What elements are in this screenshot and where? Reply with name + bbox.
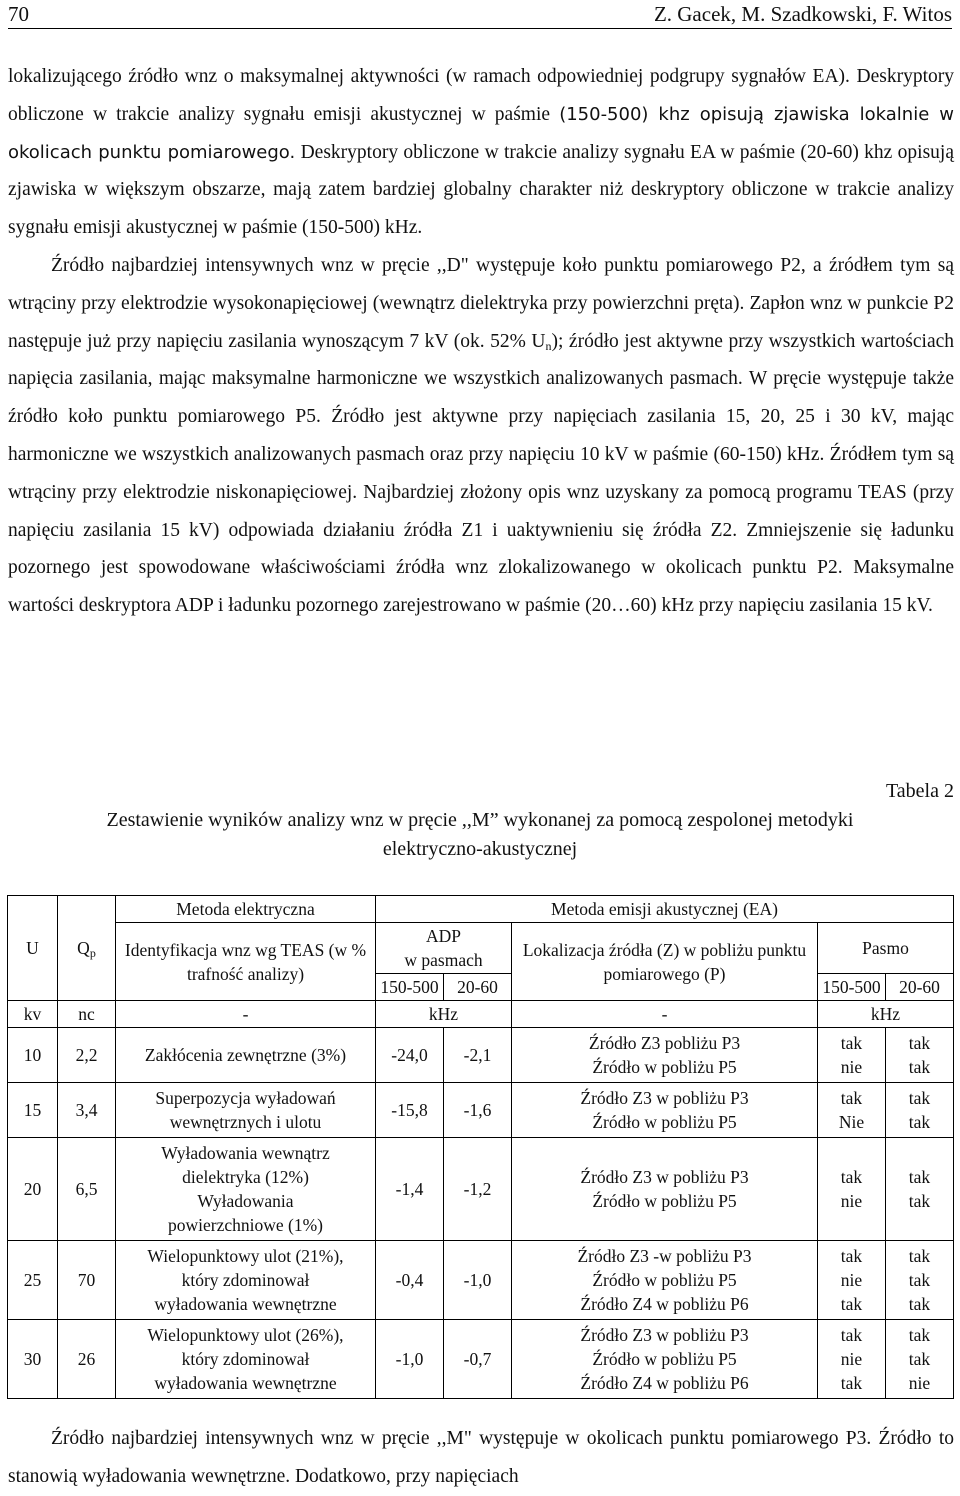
cell-identyfikacja	[116, 1083, 376, 1138]
cell-pasmo-20-60	[886, 1028, 954, 1083]
cell-adp-20-60: -2,1	[444, 1028, 512, 1083]
header-adp-line-1: ADP	[425, 926, 461, 946]
unit-khz-1: kHz	[376, 1001, 512, 1028]
cell-pasmo-150-500-line: tak	[840, 1246, 863, 1266]
cell-identyfikacja-line: Wyładowania	[197, 1191, 294, 1211]
cell-pasmo-150-500-line: nie	[840, 1349, 863, 1369]
cell-adp-150-500: -15,8	[376, 1083, 444, 1138]
cell-pasmo-20-60-line: tak	[908, 1325, 931, 1345]
results-table	[7, 895, 954, 1399]
paragraph-1-part-b: (150-500) khz opisują zjawiska lokalnie w okolicach punktu pomiarowego.	[8, 103, 954, 163]
cell-q: 70	[58, 1241, 116, 1320]
paragraph-2	[8, 247, 954, 625]
cell-identyfikacja-line: Wielopunktowy ulot (26%),	[147, 1325, 344, 1345]
cell-lokalizacja	[512, 1138, 818, 1241]
cell-adp-150-500: -0,4	[376, 1241, 444, 1320]
cell-lokalizacja-line: Źródło w pobliżu P5	[592, 1349, 737, 1369]
cell-pasmo-20-60-line: tak	[908, 1112, 931, 1132]
cell-identyfikacja	[116, 1320, 376, 1399]
cell-adp-20-60: -0,7	[444, 1320, 512, 1399]
header-q	[58, 896, 116, 1001]
cell-pasmo-20-60-line: nie	[908, 1373, 931, 1393]
header-metoda-elektryczna: Metoda elektryczna	[116, 896, 376, 923]
cell-pasmo-150-500	[818, 1028, 886, 1083]
cell-identyfikacja	[116, 1028, 376, 1083]
cell-pasmo-20-60	[886, 1320, 954, 1399]
cell-identyfikacja-line: dielektryka (12%)	[182, 1167, 309, 1187]
cell-pasmo-150-500-line: tak	[840, 1167, 863, 1187]
cell-pasmo-150-500-line: nie	[840, 1270, 863, 1290]
header-rule	[8, 28, 952, 29]
cell-pasmo-150-500-line: tak	[840, 1033, 863, 1053]
header-metoda-ea: Metoda emisji akustycznej (EA)	[376, 896, 954, 923]
units-row	[8, 1001, 954, 1028]
cell-lokalizacja-line: Źródło Z4 w pobliżu P6	[580, 1373, 749, 1393]
cell-pasmo-20-60-line: tak	[908, 1270, 931, 1290]
unit-dash-1: -	[116, 1001, 376, 1028]
cell-identyfikacja-line: wyładowania wewnętrzne	[154, 1294, 337, 1314]
header-adp-line-2: w pasmach	[404, 950, 483, 970]
unit-nc: nc	[58, 1001, 116, 1028]
header-u: U	[8, 896, 58, 1001]
cell-identyfikacja-line: który zdominował	[181, 1270, 310, 1290]
table-row	[8, 1028, 954, 1083]
table-caption-line-1: Zestawienie wyników analizy wnz w pręcie ,,M” wykonanej za pomocą zespolonej metodyki	[106, 809, 854, 831]
cell-lokalizacja	[512, 1320, 818, 1399]
header-adp-150-500: 150-500	[376, 974, 444, 1001]
paragraph-2-subscript: n	[545, 338, 552, 353]
table-row	[8, 1083, 954, 1138]
cell-lokalizacja-line: Źródło Z3 pobliżu P3	[588, 1033, 741, 1053]
cell-q: 26	[58, 1320, 116, 1399]
cell-identyfikacja-line: który zdominował	[181, 1349, 310, 1369]
cell-identyfikacja-line: wyładowania wewnętrzne	[154, 1373, 337, 1393]
header-pasmo: Pasmo	[818, 923, 954, 974]
cell-pasmo-150-500	[818, 1320, 886, 1399]
cell-pasmo-20-60	[886, 1083, 954, 1138]
cell-lokalizacja	[512, 1241, 818, 1320]
header-pasmo-150-500: 150-500	[818, 974, 886, 1001]
unit-khz-2: kHz	[818, 1001, 954, 1028]
cell-pasmo-20-60	[886, 1241, 954, 1320]
cell-pasmo-20-60-line: tak	[908, 1349, 931, 1369]
cell-u: 15	[8, 1083, 58, 1138]
cell-identyfikacja-line: powierzchniowe (1%)	[167, 1215, 323, 1235]
table-caption-line-2: elektryczno-akustycznej	[382, 838, 578, 860]
cell-lokalizacja	[512, 1083, 818, 1138]
table-row	[8, 1320, 954, 1399]
header-pasmo-20-60: 20-60	[886, 974, 954, 1001]
cell-pasmo-150-500-line: Nie	[838, 1112, 865, 1132]
cell-identyfikacja-line: Superpozycja wyładowań	[155, 1088, 336, 1108]
cell-q: 2,2	[58, 1028, 116, 1083]
cell-identyfikacja	[116, 1241, 376, 1320]
paragraph-1	[8, 58, 954, 247]
cell-u: 20	[8, 1138, 58, 1241]
cell-pasmo-150-500-line: tak	[840, 1373, 863, 1393]
paragraph-1-part-c: Deskryptory obliczone w trakcie analizy sygnału EA w paśmie (20-60) khz opisują zjawiska w większym obszarze, mają zatem bardziej globalny charakter niż deskryptory obliczone w trakcie analizy sygnału emisji akustycznej w paśmie (150-500) kHz.	[8, 141, 954, 239]
table-row	[8, 1241, 954, 1320]
header-adp	[376, 923, 512, 974]
cell-lokalizacja-line: Źródło Z3 -w pobliżu P3	[577, 1246, 752, 1266]
cell-lokalizacja-line: Źródło Z3 w pobliżu P3	[580, 1088, 749, 1108]
cell-pasmo-150-500-line: tak	[840, 1325, 863, 1345]
page-number: 70	[8, 2, 29, 26]
cell-pasmo-150-500	[818, 1241, 886, 1320]
cell-u: 25	[8, 1241, 58, 1320]
cell-lokalizacja-line: Źródło Z3 w pobliżu P3	[580, 1325, 749, 1345]
unit-dash-2: -	[512, 1001, 818, 1028]
cell-adp-20-60: -1,0	[444, 1241, 512, 1320]
cell-identyfikacja-line: Wyładowania wewnątrz	[161, 1143, 330, 1163]
paragraph-2-part-a: Źródło najbardziej intensywnych wnz w pręcie ,,D" występuje koło punktu pomiarowego P2, a źródłem tym są wtrąciny przy elektrodzie wysokonapięciowej (wewnątrz dielektryka przy powierzchni pręta). Zapłon wnz w punkcie P2 następuje już przy napięciu zasilania wynoszącym 7 kV (ok. 52% U	[8, 254, 954, 352]
header-q-main: Q	[77, 938, 90, 958]
cell-lokalizacja-line: Źródło Z4 w pobliżu P6	[580, 1294, 749, 1314]
cell-lokalizacja-line: Źródło Z3 w pobliżu P3	[580, 1167, 749, 1187]
cell-identyfikacja-line: wewnętrznych i ulotu	[169, 1112, 322, 1132]
cell-pasmo-20-60-line: tak	[908, 1033, 931, 1053]
cell-pasmo-150-500-line: nie	[840, 1191, 863, 1211]
cell-pasmo-20-60-line: tak	[908, 1088, 931, 1108]
paragraph-1-part-a: lokalizującego źródło wnz o maksymalnej aktywności (w ramach odpowiedniej podgrupy sygnałów EA). Deskryptory obliczone w trakcie analizy sygnału emisji akustycznej w paśmie	[8, 66, 954, 125]
cell-lokalizacja-line: Źródło w pobliżu P5	[592, 1057, 737, 1077]
header-adp-20-60: 20-60	[444, 974, 512, 1001]
cell-pasmo-20-60-line: tak	[908, 1167, 931, 1187]
cell-pasmo-20-60-line: tak	[908, 1294, 931, 1314]
cell-pasmo-20-60-line: tak	[908, 1246, 931, 1266]
cell-pasmo-20-60-line: tak	[908, 1191, 931, 1211]
tail-paragraph: Źródło najbardziej intensywnych wnz w pręcie ,,M" występuje w okolicach punktu pomiarowego P3. Źródło to stanowią wyładowania wewnętrzne. Dodatkowo, przy napięciach	[8, 1428, 954, 1487]
running-header	[8, 0, 952, 28]
cell-u: 30	[8, 1320, 58, 1399]
cell-adp-150-500: -1,0	[376, 1320, 444, 1399]
cell-identyfikacja-line: Zakłócenia zewnętrzne (3%)	[144, 1045, 347, 1065]
cell-identyfikacja-line: Wielopunktowy ulot (21%),	[147, 1246, 344, 1266]
cell-lokalizacja-line: Źródło w pobliżu P5	[592, 1112, 737, 1132]
table-row	[8, 1138, 954, 1241]
header-q-sub: p	[89, 946, 96, 960]
cell-q: 3,4	[58, 1083, 116, 1138]
body-text	[8, 58, 954, 625]
cell-q: 6,5	[58, 1138, 116, 1241]
cell-lokalizacja-line: Źródło w pobliżu P5	[592, 1270, 737, 1290]
tail-text	[8, 1420, 954, 1496]
cell-pasmo-150-500-line: tak	[840, 1088, 863, 1108]
header-lokalizacja: Lokalizacja źródła (Z) w pobliżu punktu pomiarowego (P)	[512, 923, 818, 1001]
cell-pasmo-150-500	[818, 1083, 886, 1138]
cell-lokalizacja-line: Źródło w pobliżu P5	[592, 1191, 737, 1211]
header-identyfikacja: Identyfikacja wnz wg TEAS (w % trafność analizy)	[116, 923, 376, 1001]
cell-u: 10	[8, 1028, 58, 1083]
cell-adp-150-500: -1,4	[376, 1138, 444, 1241]
table-label: Tabela 2	[885, 780, 954, 802]
cell-adp-20-60: -1,6	[444, 1083, 512, 1138]
table-caption	[0, 806, 960, 864]
header-authors: Z. Gacek, M. Szadkowski, F. Witos	[653, 2, 952, 26]
cell-pasmo-150-500	[818, 1138, 886, 1241]
cell-identyfikacja	[116, 1138, 376, 1241]
cell-pasmo-150-500-line: tak	[840, 1294, 863, 1314]
unit-kv: kv	[8, 1001, 58, 1028]
cell-pasmo-20-60	[886, 1138, 954, 1241]
cell-adp-20-60: -1,2	[444, 1138, 512, 1241]
cell-pasmo-150-500-line: nie	[840, 1057, 863, 1077]
paragraph-2-part-b: ); źródło jest aktywne przy wszystkich wartościach napięcia zasilania, mając maksymalne harmoniczne we wszystkich analizowanych pasmach. W pręcie występuje także źródło koło punktu pomiarowego P5. Źródło jest aktywne przy napięciach zasilania 15, 20, 25 i 30 kV, mając harmoniczne we wszystkich analizowanych pasmach oraz przy napięciu 10 kV w paśmie (60-150) kHz. Źródłem tym są wtrąciny przy elektrodzie niskonapięciowej. Najbardziej złożony opis wnz uzyskany za pomocą programu TEAS (przy napięciu zasilania 15 kV) odpowiada działaniu źródła Z1 i uaktywnieniu się źródła Z2. Zmniejszenie się ładunku pozornego jest spowodowane właściwościami źródła wnz zlokalizowanego w okolicach punktu P2. Maksymalne wartości deskryptora ADP i ładunku pozornego zarejestrowano w paśmie (20…60) kHz przy napięciu zasilania 15 kV.	[8, 330, 954, 617]
header-row-1	[8, 896, 954, 923]
cell-adp-150-500: -24,0	[376, 1028, 444, 1083]
header-row-2	[8, 923, 954, 974]
cell-lokalizacja	[512, 1028, 818, 1083]
cell-pasmo-20-60-line: tak	[908, 1057, 931, 1077]
